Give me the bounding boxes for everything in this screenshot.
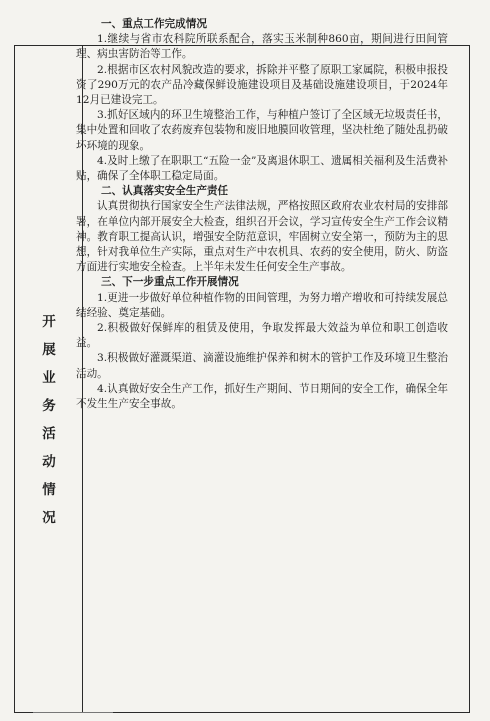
section-heading: 一、重点工作完成情况 [101,18,207,30]
paragraph: 认真贯彻执行国家安全生产法律法规，严格按照区政府农业农村局的安排部署，在单位内部开展安全大检查，组织召开会议，学习宣传安全生产工作会议精神。教育职工提高认识，增强安全防范意识，牢固树立安全第一，预防为主的思想，针对我单位生产实际，重点对生产中农机具、农药的安全使用，防火、防盗方面进行实地安全检查。上半年未发生任何安全生产事故。 [76,200,448,274]
paragraph: 1.继续与省市农科院所联系配合，落实玉米制种860亩，期间进行田间管理、病虫害防治等工作。 [76,33,448,61]
side-label-char: 业 [42,370,56,386]
side-label-cell [15,46,83,712]
paragraph: 4.及时上缴了在职职工“五险一金”及离退休职工、遗属相关福利及生活费补贴，确保了全体职工稳定局面。 [76,154,448,183]
side-label-char: 活 [42,426,56,442]
side-label-char: 务 [42,398,56,414]
side-label-char: 况 [42,510,56,526]
paragraph: 3.积极做好灌溉渠道、滴灌设施维护保养和树木的管护工作及环境卫生整治活动。 [76,352,448,380]
side-label-char: 开 [42,314,56,330]
paragraph: 1.更进一步做好单位种植作物的田间管理，为努力增产增收和可持续发展总结经验、奠定基础。 [76,291,448,319]
paragraph: 4.认真做好安全生产工作，抓好生产期间、节日期间的安全工作，确保全年不发生生产安全事故。 [76,382,448,411]
side-label [15,308,83,532]
paragraph: 3.抓好区域内的环卫生境整治工作，与种植户签订了全区域无垃圾责任书，集中处置和回收了农药废弃包装物和废旧地膜回收管理，坚决杜绝了随处乱扔破坏环境的现象。 [76,109,448,152]
side-label-char: 情 [42,482,56,498]
paragraph: 2.积极做好保鲜库的租赁及使用，争取发挥最大效益为单位和职工创造收益。 [76,322,448,350]
side-label-char: 动 [42,454,56,470]
paragraph: 2.根据市区农村风貌改造的要求，拆除并平整了原职工家属院，积极申报投资了290万元的农产品冷藏保鲜设施建设项目及基础设施建设项目，于2024年12月已建设完工。 [76,63,448,107]
report-content [76,17,448,412]
section-heading: 二、认真落实安全生产责任 [101,185,229,198]
section-heading: 三、下一步重点工作开展情况 [101,276,239,289]
side-label-char: 展 [42,342,56,358]
